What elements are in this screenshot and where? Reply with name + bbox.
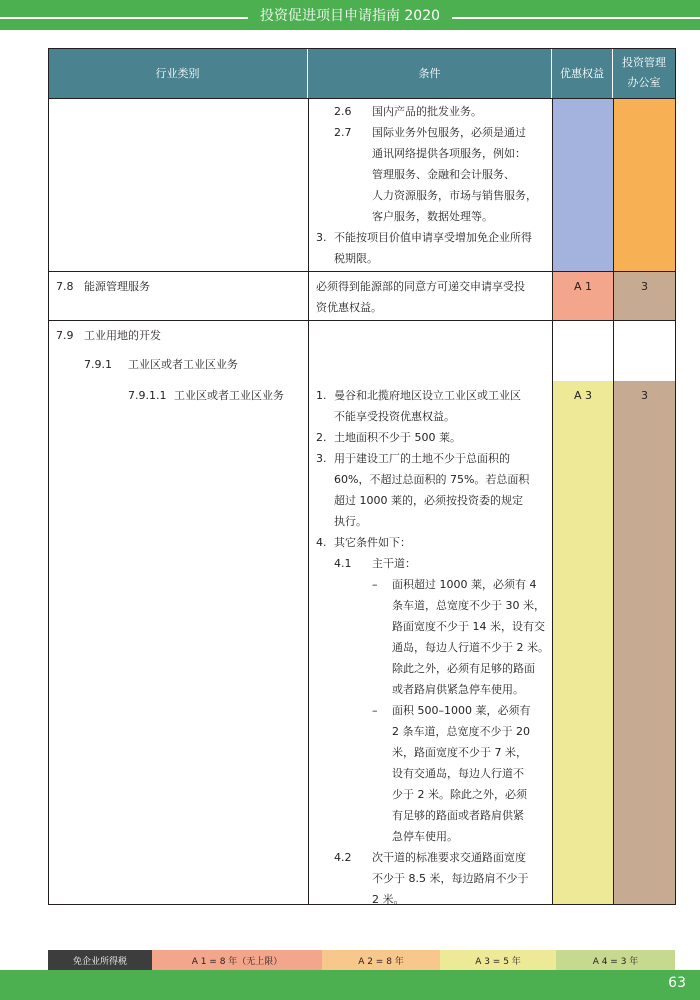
benefit-cell-7-9-1-1 xyxy=(553,381,613,904)
benefit-value: A 3 xyxy=(573,389,593,402)
condition-text: 次干道的标准要求交通路面宽度 xyxy=(372,851,526,864)
legend-a4: A 4 = 3 年 xyxy=(556,950,675,970)
item-number: 4.2 xyxy=(334,851,352,864)
item-number: 3. xyxy=(316,231,327,244)
benefit-cell-continued xyxy=(553,99,613,271)
condition-text: 急停车使用。 xyxy=(392,830,458,843)
condition-text: 设有交通岛，每边人行道不 xyxy=(392,767,524,780)
condition-text: 不能按项目价值申请享受增加免企业所得 xyxy=(334,231,532,244)
item-number: 4. xyxy=(316,536,327,549)
condition-text: 60%，不超过总面积的 75%。若总面积 xyxy=(334,473,530,486)
condition-text: 路面宽度不少于 14 米，设有交 xyxy=(392,620,545,633)
legend-a2: A 2 = 8 年 xyxy=(322,950,440,970)
condition-text: 曼谷和北揽府地区设立工业区或工业区 xyxy=(334,389,521,402)
item-number: 1. xyxy=(316,389,327,402)
category-code: 7.9.1.1 xyxy=(128,389,167,402)
condition-text: 超过 1000 莱的，必须按投资委的规定 xyxy=(334,494,523,507)
office-value: 3 xyxy=(641,389,648,402)
condition-text: 执行。 xyxy=(334,515,367,528)
grid-left xyxy=(48,48,49,905)
document-title xyxy=(0,4,700,28)
condition-text: 不能享受投资优惠权益。 xyxy=(334,410,455,423)
condition-text: 不少于 8.5 米，每边路肩不少于 xyxy=(372,872,529,885)
condition-text: 少于 2 米。除此之外，必须 xyxy=(392,788,527,801)
grid-col3 xyxy=(613,98,614,905)
condition-text: 主干道： xyxy=(372,557,416,570)
condition-text: 客户服务，数据处理等。 xyxy=(372,210,493,223)
document-title-text: 投资促进项目申请指南 2020 xyxy=(248,8,452,24)
item-number: 2.6 xyxy=(334,105,352,118)
item-number: 3. xyxy=(316,452,327,465)
condition-text: 或者路肩供紧急停车使用。 xyxy=(392,683,524,696)
condition-text: 必须得到能源部的同意方可递交申请享受投 xyxy=(316,280,525,293)
condition-text: 其它条件如下： xyxy=(334,536,411,549)
grid-bottom xyxy=(48,904,676,905)
office-cell-7-9-1-1 xyxy=(614,381,675,904)
category-name: 工业区或者工业区业务 xyxy=(174,389,284,402)
grid-header-bottom xyxy=(48,98,676,99)
category-code: 7.9 xyxy=(56,329,74,342)
condition-text: 面积超过 1000 莱，必须有 4 xyxy=(392,578,537,591)
condition-text: 土地面积不少于 500 莱。 xyxy=(334,431,461,444)
dash-bullet: – xyxy=(372,578,378,591)
dash-bullet: – xyxy=(372,704,378,717)
condition-text: 国际业务外包服务，必须是通过 xyxy=(372,126,526,139)
condition-text: 2 条车道，总宽度不少于 20 xyxy=(392,725,530,738)
office-cell-continued xyxy=(614,99,675,271)
condition-text: 有足够的路面或者路肩供紧 xyxy=(392,809,524,822)
condition-text: 面积 500–1000 莱，必须有 xyxy=(392,704,531,717)
col-header-condition: 条件 xyxy=(308,48,552,98)
condition-text: 人力资源服务，市场与销售服务， xyxy=(372,189,537,202)
category-code: 7.9.1 xyxy=(84,358,112,371)
col-header-benefit: 优惠权益 xyxy=(552,48,613,98)
category-code: 7.8 xyxy=(56,280,74,293)
legend-a1: A 1 = 8 年（无上限） xyxy=(152,950,322,970)
condition-text: 米，路面宽度不少于 7 米， xyxy=(392,746,527,759)
grid-col2 xyxy=(552,98,553,905)
benefit-value: A 1 xyxy=(573,280,593,293)
condition-text: 资优惠权益。 xyxy=(316,301,382,314)
legend-a3: A 3 = 5 年 xyxy=(440,950,556,970)
item-number: 4.1 xyxy=(334,557,352,570)
condition-text: 2 米。 xyxy=(372,893,405,906)
condition-text: 国内产品的批发业务。 xyxy=(372,105,482,118)
grid-row-sep-1 xyxy=(48,271,676,272)
condition-text: 除此之外，必须有足够的路面 xyxy=(392,662,535,675)
col-header-office: 投资管理办公室 xyxy=(613,48,675,98)
page-number: 63 xyxy=(668,975,686,991)
category-name: 能源管理服务 xyxy=(84,280,150,293)
condition-text: 税期限。 xyxy=(334,252,378,265)
bottom-banner xyxy=(0,970,700,1000)
category-name: 工业用地的开发 xyxy=(84,329,161,342)
condition-text: 通讯网络提供各项服务，例如： xyxy=(372,147,526,160)
item-number: 2. xyxy=(316,431,327,444)
col-header-category: 行业类别 xyxy=(48,48,308,98)
grid-top xyxy=(48,48,676,49)
grid-col1 xyxy=(308,98,309,905)
legend-tax-exempt: 免企业所得税 xyxy=(48,950,152,970)
condition-text: 用于建设工厂的土地不少于总面积的 xyxy=(334,452,510,465)
grid-row-sep-2 xyxy=(48,320,676,321)
condition-text: 管理服务、金融和会计服务、 xyxy=(372,168,515,181)
grid-right xyxy=(675,48,676,905)
office-value: 3 xyxy=(641,280,648,293)
condition-text: 通岛，每边人行道不少于 2 米。 xyxy=(392,641,549,654)
condition-text: 条车道，总宽度不少于 30 米， xyxy=(392,599,545,612)
item-number: 2.7 xyxy=(334,126,352,139)
category-name: 工业区或者工业区业务 xyxy=(128,358,238,371)
